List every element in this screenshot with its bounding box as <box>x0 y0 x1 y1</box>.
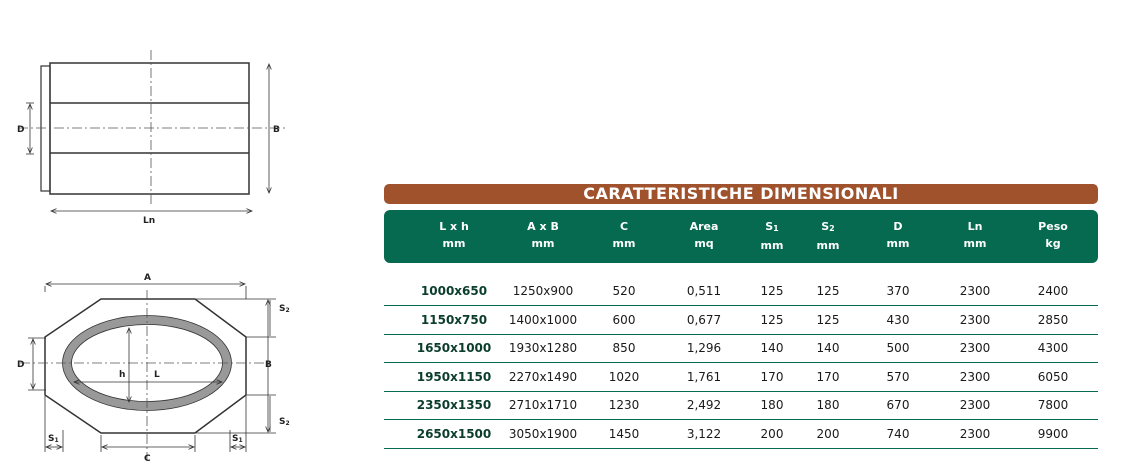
table-cell: 180 <box>760 398 784 412</box>
table-cell: 2300 <box>959 370 991 384</box>
table-cell: 1,761 <box>686 370 722 384</box>
header-s1: S1 mm <box>760 220 784 252</box>
table-cell: 2,492 <box>686 398 722 412</box>
table-cell: 200 <box>760 427 784 441</box>
side-view-drawing <box>17 50 285 226</box>
header-axb: A x B mm <box>527 220 559 250</box>
table-cell: 0,677 <box>686 313 722 327</box>
table-cell: 0,511 <box>686 284 722 298</box>
front-label-b: B <box>265 360 272 370</box>
table-cell: 2400 <box>1037 284 1069 298</box>
table-cell: 170 <box>816 370 840 384</box>
table-cell: 2300 <box>959 341 991 355</box>
table-cell: 140 <box>760 341 784 355</box>
svg-text:S2 <box>279 417 290 427</box>
table-cell: 1020 <box>608 370 640 384</box>
table-cell: 1450 <box>608 427 640 441</box>
table-cell: 370 <box>886 284 910 298</box>
table-cell: 1650x1000 <box>416 341 492 355</box>
table-row <box>384 363 1098 392</box>
table-row <box>384 306 1098 335</box>
front-view-drawing <box>17 273 290 464</box>
svg-text:S1 <box>48 434 59 444</box>
front-label-d: D <box>17 360 25 370</box>
front-label-s1-right-sub: 1 <box>238 437 243 444</box>
table-cell: 1400x1000 <box>508 313 578 327</box>
table-cell: 1000x650 <box>420 284 488 298</box>
side-label-b: B <box>273 125 280 135</box>
table-row <box>384 277 1098 306</box>
technical-drawings <box>0 0 380 476</box>
front-label-h: h <box>119 370 126 380</box>
front-label-s1-left: S <box>48 434 55 444</box>
header-c: C mm <box>612 220 636 250</box>
table-cell: 170 <box>760 370 784 384</box>
table-cell: 520 <box>612 284 636 298</box>
header-area: Area mq <box>689 220 719 250</box>
front-label-a: A <box>144 273 151 283</box>
header-peso: Peso kg <box>1038 220 1068 250</box>
front-label-c: C <box>144 454 151 464</box>
table-cell: 4300 <box>1037 341 1069 355</box>
table-cell: 2710x1710 <box>508 398 578 412</box>
table-cell: 1,296 <box>686 341 722 355</box>
table-cell: 600 <box>612 313 636 327</box>
header-s2: S2 mm <box>816 220 840 252</box>
side-label-ln: Ln <box>143 216 156 226</box>
table-cell: 125 <box>760 313 784 327</box>
table-row <box>384 391 1098 420</box>
svg-text:S1 <box>232 434 243 444</box>
side-label-d: D <box>17 125 25 135</box>
table-cell: 6050 <box>1037 370 1069 384</box>
table-cell: 9900 <box>1037 427 1069 441</box>
table-cell: 3,122 <box>686 427 722 441</box>
table-cell: 570 <box>886 370 910 384</box>
front-label-s2-top: S <box>279 304 286 314</box>
table-row <box>384 334 1098 363</box>
front-label-l: L <box>154 370 160 380</box>
table-cell: 7800 <box>1037 398 1069 412</box>
table-cell: 430 <box>886 313 910 327</box>
table-cell: 670 <box>886 398 910 412</box>
table-cell: 500 <box>886 341 910 355</box>
table-cell: 1150x750 <box>420 313 488 327</box>
table-header <box>384 210 1098 263</box>
front-label-s1-right: S <box>232 434 239 444</box>
front-label-s1-left-sub: 1 <box>54 437 59 444</box>
table-cell: 2300 <box>959 398 991 412</box>
front-label-s2-bottom: S <box>279 417 286 427</box>
table-cell: 740 <box>886 427 910 441</box>
table-cell: 1250x900 <box>512 284 574 298</box>
header-lxh: L x h mm <box>439 220 469 250</box>
table-cell: 3050x1900 <box>508 427 578 441</box>
table-cell: 2850 <box>1037 313 1069 327</box>
table-cell: 1230 <box>608 398 640 412</box>
header-d: D mm <box>886 220 910 250</box>
table-cell: 125 <box>816 313 840 327</box>
front-label-s2-bottom-sub: 2 <box>285 420 290 427</box>
table-cell: 2300 <box>959 313 991 327</box>
table-cell: 200 <box>816 427 840 441</box>
table-cell: 2350x1350 <box>416 398 492 412</box>
table-cell: 2300 <box>959 427 991 441</box>
table-cell: 1930x1280 <box>508 341 578 355</box>
table-cell: 140 <box>816 341 840 355</box>
table-cell: 2270x1490 <box>508 370 578 384</box>
table-title: CARATTERISTICHE DIMENSIONALI <box>384 184 1098 204</box>
svg-text:S2 <box>279 304 290 314</box>
table-cell: 125 <box>816 284 840 298</box>
front-label-s2-top-sub: 2 <box>285 307 290 314</box>
table-cell: 2300 <box>959 284 991 298</box>
table-cell: 1950x1150 <box>416 370 492 384</box>
table-cell: 180 <box>816 398 840 412</box>
table-row <box>384 420 1098 449</box>
table-cell: 2650x1500 <box>416 427 492 441</box>
header-ln: Ln mm <box>963 220 987 250</box>
table-cell: 850 <box>612 341 636 355</box>
table-cell: 125 <box>760 284 784 298</box>
